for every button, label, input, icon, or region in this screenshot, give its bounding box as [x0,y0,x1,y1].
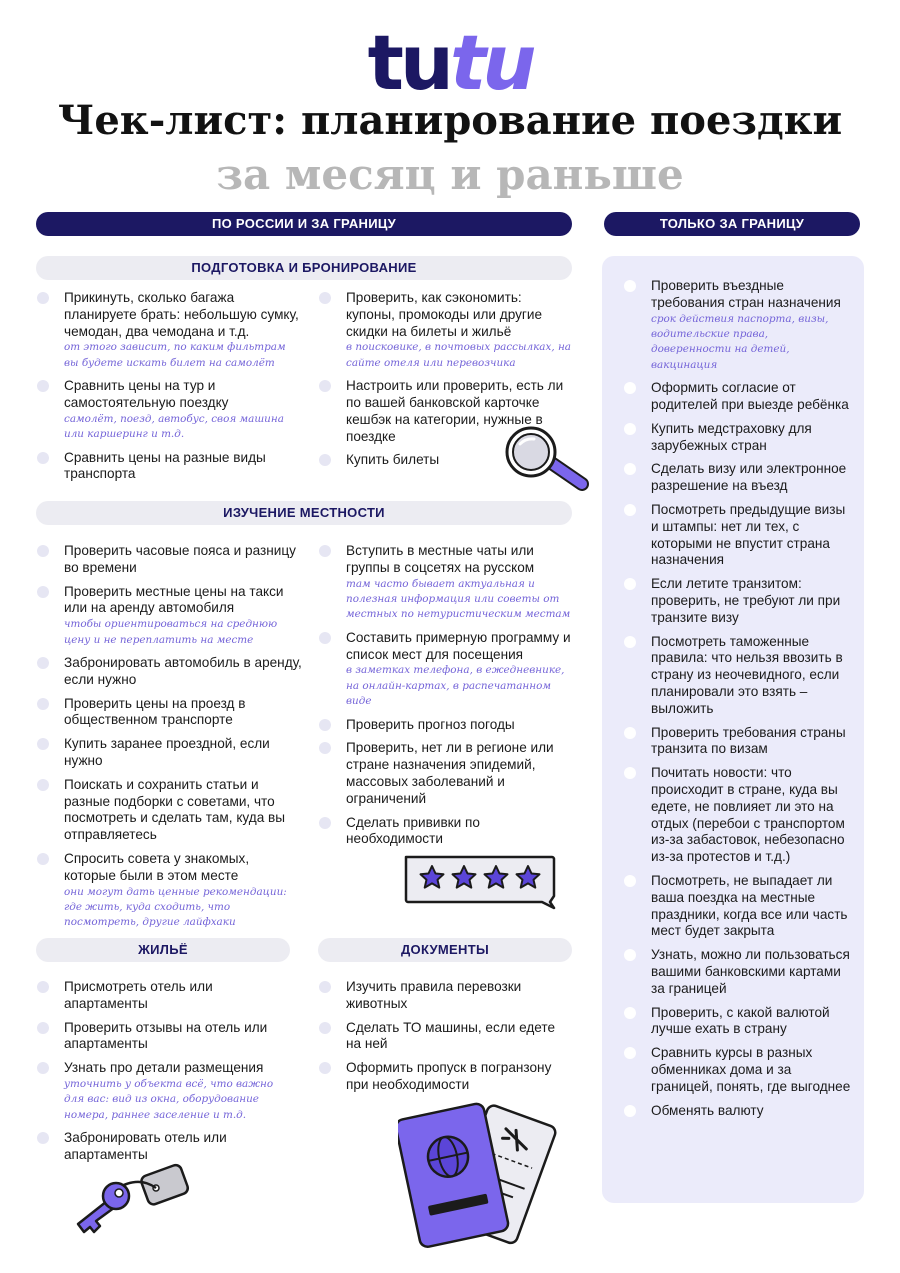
checklist-item-text: Посмотреть таможенные правила: что нельзя ввозить в страну из неочевидного, если планировали это взять – выложить [651,633,843,716]
checkbox-circle-icon [624,875,636,887]
checklist-item-text: Проверить цены на проезд в общественном транспорте [64,695,246,728]
checklist-item-note: они могут дать ценные рекомендации: где жить, куда сходить, что посмотреть, другие лайфхаки [64,885,287,929]
key-icon [64,1162,200,1242]
checklist-item [36,543,302,577]
checkbox-circle-icon [319,742,331,754]
checkbox-circle-icon [319,632,331,644]
checklist-item-text: Проверить требования страны транзита по визам [651,724,846,757]
checklist-item-text: Сравнить цены на разные виды транспорта [64,449,266,482]
checkbox-circle-icon [319,719,331,731]
checklist-item [623,278,851,373]
checkbox-circle-icon [624,949,636,961]
checklist-item [623,576,851,626]
checklist-item [623,1005,851,1039]
checkbox-circle-icon [37,1022,49,1034]
checkbox-circle-icon [37,452,49,464]
checklist-item-text: Сделать ТО машины, если едете на ней [346,1019,556,1052]
checklist-item [623,421,851,455]
checkbox-circle-icon [624,636,636,648]
rating-stars-icon [402,852,558,916]
checkbox-circle-icon [37,853,49,865]
checklist-item [36,979,290,1013]
checkbox-circle-icon [624,463,636,475]
checkbox-circle-icon [624,504,636,516]
checkbox-circle-icon [624,423,636,435]
checkbox-circle-icon [37,586,49,598]
magnifier-icon [500,426,592,496]
checklist-item-text: Оформить пропуск в погранзону при необходимости [346,1060,552,1092]
checklist-item-text: Проверить прогноз погоды [346,716,515,732]
section-title-prep: ПОДГОТОВКА И БРОНИРОВАНИЕ [36,256,572,280]
area-column-2 [318,543,574,855]
checkbox-circle-icon [624,578,636,590]
checkbox-circle-icon [37,1132,49,1144]
checkbox-circle-icon [624,382,636,394]
checklist-item [318,1060,572,1094]
checklist-item [318,543,574,623]
checklist-item [623,461,851,495]
checklist-item [318,740,574,807]
page-title: Чек-лист: планирование поездки [57,97,843,144]
checkbox-circle-icon [624,1007,636,1019]
checklist-item-note: уточнить у объекта всё, что важно для вас: вид из окна, оборудование номера, раннее заселение и т.д. [64,1077,274,1121]
checklist-item [623,765,851,866]
checklist-item-note: в поисковике, в почтовых рассылках, на сайте отеля или перевозчика [346,341,571,369]
checkbox-circle-icon [624,767,636,779]
checkbox-circle-icon [37,292,49,304]
checkbox-circle-icon [624,1047,636,1059]
checklist-item-note: от этого зависит, по каким фильтрам вы будете искать билет на самолёт [64,341,286,369]
checklist-item [318,717,574,734]
checklist-item-text: Почитать новости: что происходит в стране, куда вы едете, не повлияет ли это на отдых (перебои с транспортом из-за забастовок, небезопасно из-за протестов и т.д.) [651,765,845,865]
checkbox-circle-icon [37,738,49,750]
checkbox-circle-icon [624,280,636,292]
checklist-item-note: там часто бывает актуальная и полезная информация или советы от местных по нетуристическим местам [346,577,571,621]
checklist-item-text: Проверить, как сэкономить: купоны, промокоды или другие скидки на билеты и жильё [346,290,543,339]
checklist-item-text: Проверить местные цены на такси или на аренду автомобиля [64,583,284,616]
checklist-item-text: Настроить или проверить, есть ли по вашей банковской карточке кешбэк на категории, нужные в поездке [346,378,564,444]
checklist-item-text: Сравнить курсы в разных обменниках дома и за границей, понять, где выгоднее [651,1045,851,1094]
checklist-item [36,736,302,770]
checkbox-circle-icon [37,981,49,993]
checklist-item-text: Если летите транзитом: проверить, не требуют ли при транзите визу [651,576,841,625]
checklist-item [318,979,572,1013]
band-abroad-only: ТОЛЬКО ЗА ГРАНИЦУ [604,212,860,236]
area-column-1 [36,543,302,938]
checklist-item-text: Поискать и сохранить статьи и разные подборки с советами, что посмотреть и сделать там, куда вы отправляетесь [64,776,286,843]
checkbox-circle-icon [37,545,49,557]
checklist-item-text: Забронировать отель или апартаменты [64,1130,227,1162]
section-title-area: ИЗУЧЕНИЕ МЕСТНОСТИ [36,501,572,525]
checklist-item-note: срок действия паспорта, визы, водительские права, доверенности на детей, вакцинация [651,312,829,371]
checkbox-circle-icon [319,454,331,466]
checklist-item [36,290,302,371]
checklist-item [36,378,302,442]
checklist-item-text: Посмотреть предыдущие визы и штампы: нет ли тех, с которыми не впустит страна назначения [651,502,846,568]
passport-ticket-icon [398,1090,558,1256]
checklist-item [36,584,302,648]
checklist-item-text: Узнать, можно ли пользоваться вашими банковскими картами за границей [651,947,850,996]
checklist-item [623,873,851,940]
checklist-item [623,502,851,569]
band-domestic-and-abroad: ПО РОССИИ И ЗА ГРАНИЦУ [36,212,572,236]
checkbox-circle-icon [319,1022,331,1034]
checklist-item [36,1060,290,1123]
checklist-item-note: самолёт, поезд, автобус, своя машина или каршеринг и т.д. [64,412,284,441]
prep-column-1 [36,290,302,490]
checklist-item-text: Проверить, с какой валютой лучше ехать в страну [651,1004,830,1037]
checkbox-circle-icon [319,545,331,557]
checklist-item [318,630,574,710]
checklist-item-text: Проверить часовые пояса и разницу во времени [64,543,296,575]
checklist-item [623,725,851,759]
checklist-item-text: Оформить согласие от родителей при выезде ребёнка [651,380,849,413]
checkbox-circle-icon [37,1062,49,1074]
checklist-item [623,947,851,997]
checklist-item-text: Сделать визу или электронное разрешение на въезд [651,461,847,494]
section-title-docs: ДОКУМЕНТЫ [318,938,572,962]
checklist-item [623,1045,851,1095]
checkbox-circle-icon [37,380,49,392]
checklist-item-text: Сделать прививки по необходимости [346,814,480,847]
checklist-item-text: Купить билеты [346,452,440,468]
checklist-item [36,696,302,730]
checklist-item-text: Изучить правила перевозки животных [346,979,522,1011]
checklist-item-text: Проверить, нет ли в регионе или стране назначения эпидемий, массовых заболеваний и ограничений [346,740,554,806]
checklist-item-text: Вступить в местные чаты или группы в соцсетях на русском [346,543,535,575]
checklist-item-text: Забронировать автомобиль в аренду, если нужно [64,655,302,687]
checkbox-circle-icon [37,698,49,710]
checklist-item-text: Обменять валюту [651,1102,764,1118]
checklist-item-text: Присмотреть отель или апартаменты [64,979,213,1011]
checkbox-circle-icon [319,817,331,829]
checklist-item-note: чтобы ориентироваться на среднюю цену и не переплатить на месте [64,618,278,646]
checkbox-circle-icon [37,779,49,791]
checklist-item-text: Проверить въездные требования стран назначения [651,278,841,310]
checklist-item [36,450,302,484]
brand-logo: tutu [367,18,533,107]
checklist-item-text: Посмотреть, не выпадает ли ваша поездка на местные праздники, когда все или часть мест будет закрыта [651,872,848,939]
checkbox-circle-icon [319,981,331,993]
section-title-housing: ЖИЛЬЁ [36,938,290,962]
checklist-item-text: Сравнить цены на тур и самостоятельную поездку [64,378,229,410]
checklist-item-text: Купить заранее проездной, если нужно [64,736,270,768]
checklist-item-text: Узнать про детали размещения [64,1060,264,1076]
page-subtitle: за месяц и раньше [216,150,684,199]
checkbox-circle-icon [624,1105,636,1117]
checklist-item [36,1130,290,1164]
checklist-item-text: Спросить совета у знакомых, которые были в этом месте [64,850,250,883]
checklist-item [318,290,572,371]
checklist-item [36,777,302,844]
checkbox-circle-icon [319,1062,331,1074]
housing-list [36,979,290,1171]
checklist-item-text: Составить примерную программу и список мест для посещения [346,629,571,662]
checklist-item-text: Прикинуть, сколько багажа планируете брать: небольшую сумку, чемодан, два чемодана и т.д. [64,290,299,339]
checklist-item [623,1103,851,1120]
docs-list [318,979,572,1101]
abroad-list [623,278,851,1126]
checklist-item [36,851,302,931]
checklist-item [623,380,851,414]
checklist-item [36,655,302,689]
checklist-item-note: в заметках телефона, в ежедневнике, на онлайн-картах, в распечатанном виде [346,664,565,708]
checklist-item [36,1020,290,1054]
checklist-item [318,1020,572,1054]
checkbox-circle-icon [624,727,636,739]
checklist-item-text: Проверить отзывы на отель или апартаменты [64,1019,268,1052]
checkbox-circle-icon [319,292,331,304]
checklist-item [623,634,851,718]
checkbox-circle-icon [319,380,331,392]
checklist-item-text: Купить медстраховку для зарубежных стран [651,420,812,453]
checklist-item [318,815,574,849]
checkbox-circle-icon [37,657,49,669]
